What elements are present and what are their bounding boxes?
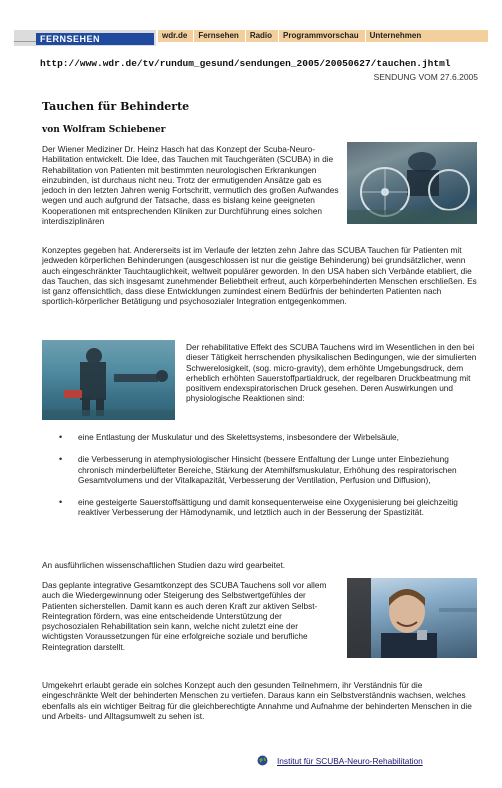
nav-item-wdr[interactable]: wdr.de [162, 31, 188, 40]
broadcast-date: SENDUNG VOM 27.6.2005 [373, 72, 478, 82]
list-item [56, 432, 478, 442]
top-nav [158, 30, 488, 42]
list-item [56, 497, 478, 518]
paragraph-intro-cont: Konzeptes gegeben hat. Andererseits ist im Verlaufe der letzten zehn Jahre das SCUBA Tauchen für Patienten mit jedweden körperlichen Behinderungen (ausgeschlossen ist nur die geistige Behinderung) bei grundsätzlicher, wenn auch eingeschränkter Tauchtauglichkeit, weltweit populärer geworden. In den USA haben sich Verbände etabliert, die das Tauchen, das sich insgesamt zunehmender Beliebtheit erfreut, auch körperbehinderten Menschen erschließen. Es ist ganz offensichtlich, dass diese Entwicklungen zumindest einem Bedürfnis der behinderten Patienten nach sportlich-körperlicher Betätigung und psychosozialer Integration entgegenkommen. [42, 245, 477, 307]
nav-item-radio[interactable]: Radio [249, 31, 273, 40]
smiling-diver-photo [347, 578, 477, 658]
site-header [14, 30, 488, 46]
paragraph-intro: Der Wiener Mediziner Dr. Heinz Hasch hat das Konzept der Scuba-Neuro-Habilitation entwickelt. Die Idee, das Tauchen mit Tauchgeräten (SCUBA) in die Rehabilitation von Patienten mit bestimmten neurologischen Erkrankungen einzubinden, ist durchaus nicht neu. Trotz der ermutigenden Ansätze gab es jedoch in den letzten Jahren wenig Fortschritt, vermutlich des großen Aufwandes wegen und auch aufgrund der Tatsache, dass es bislang keine geeigneten Kooperationen mit entsprechenden Kliniken zur Durchführung eines solchen interdisziplinären [42, 144, 339, 227]
nav-item-unternehmen[interactable]: Unternehmen [369, 31, 422, 40]
article-title: Tauchen für Behinderte [42, 100, 190, 113]
nav-item-programmvorschau[interactable]: Programmvorschau [283, 31, 359, 40]
bullet-icon: • [59, 454, 63, 465]
paragraph-effect: Der rehabilitative Effekt des SCUBA Tauchens wird im Wesentlichen in den bei dieser Tätigkeit herrschenden physikalischen Bedingungen, wie der simulierten Schwerelosigkeit, (sog. micro-gravity), dem erhöhte Umgebungsdruck, dem erheblich erhöhten Sauerstoffpartialdruck, der regelbaren Druckbeatmung mit positivem endexspiratorischen Druck gesehen. Deren Auswirkungen und physiologische Reaktionen sind: [186, 342, 477, 404]
brand-bar[interactable] [14, 30, 156, 46]
bullet-icon: • [59, 497, 63, 508]
list-item-text: eine Entlastung der Muskulatur und des Skelettsystems, insbesondere der Wirbelsäule, [78, 432, 399, 442]
divers-photo [42, 340, 175, 420]
nav-item-fernsehen[interactable]: Fernsehen [198, 31, 239, 40]
list-item [56, 454, 478, 485]
paragraph-concept: Das geplante integrative Gesamtkonzept des SCUBA Tauchens soll vor allem auch die Wiedergewinnung oder Steigerung des Selbstwertgefühles der Patienten sicherstellen. Damit kann es auch deren Kraft zur aktiven Selbst-Reintegration fördern, was eine entscheidende Unterstützung der psychosozialen Rehabilitation sein kann, welche nicht zuletzt eine der wichtigsten Voraussetzungen für eine erfolgreiche soziale und berufliche Reintegration darstellt. [42, 580, 327, 652]
brand-divider [14, 41, 36, 42]
paragraph-studies: An ausführlichen wissenschaftlichen Studien dazu wird gearbeitet. [42, 560, 286, 570]
article-author: von Wolfram Schiebener [42, 125, 166, 135]
paragraph-concept-cont: Umgekehrt erlaubt gerade ein solches Konzept auch den gesunden Teilnehmern, ihr Verständnis für die eingeschränkte Welt der behinderten Menschen zu vertiefen. Daraus kann ein Selbstverständnis wachsen, welches ebenfalls als ein wichtiger Beitrag für die gleichberechtigte Annahme und Aufnahme der behinderten Menschen in die und Arbeits- und Alltagsumwelt zu sehen ist. [42, 680, 472, 721]
list-item-text: eine gesteigerte Sauerstoffsättigung und damit konsequenterweise eine Oxygenisierung bei gleichzeitig reaktiver Verbesserung der Hämodynamik, und letztlich auch in der Besserung der Spastizität. [78, 497, 458, 518]
page-url: http://www.wdr.de/tv/rundum_gesund/sendungen_2005/20050627/tauchen.jhtml [40, 58, 451, 69]
institute-link-text[interactable]: Institut für SCUBA-Neuro-Rehabilitation [277, 755, 423, 766]
brand-logo[interactable]: FERNSEHEN [36, 33, 154, 45]
globe-icon [257, 755, 268, 766]
institute-link[interactable] [257, 755, 423, 766]
bullet-icon: • [59, 432, 63, 442]
diver-wheelchair-photo [347, 142, 477, 224]
list-item-text: die Verbesserung in atemphysiologischer Hinsicht (bessere Entfaltung der Lunge unter Einbeziehung chronisch minderbelüfteter Bereiche, Stärkung der Atemhilfsmuskulatur, Erhöhung des respiratorischen Gesamtvolumens und der Vitalkapazität, Verbesserung der Ventilation, Perfusion und Diffusion), [78, 454, 457, 485]
effects-list [56, 432, 478, 530]
